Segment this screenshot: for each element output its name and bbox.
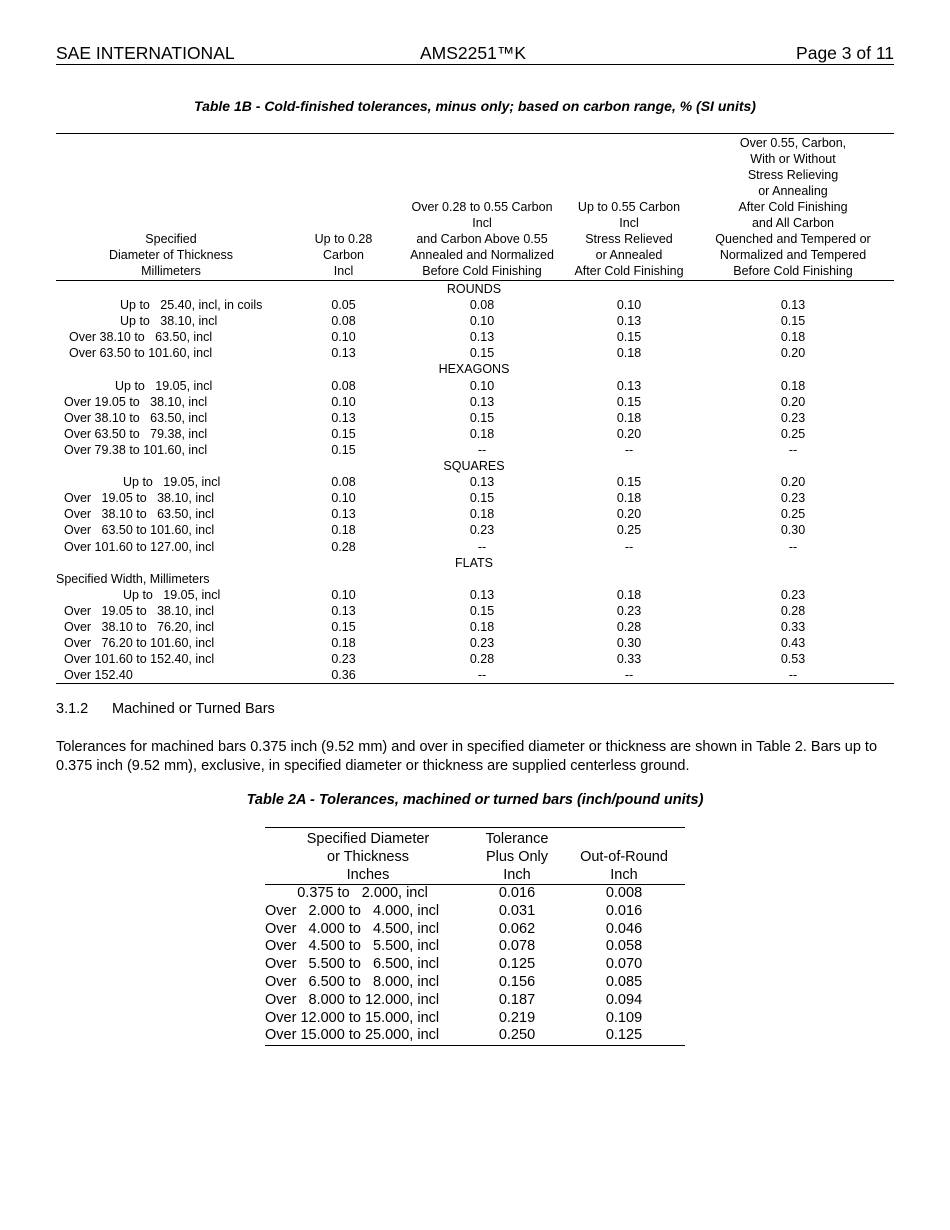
table-row: [56, 297, 894, 313]
section-title: Machined or Turned Bars: [112, 701, 275, 717]
row-label: Over 19.05 to 38.10, incl: [64, 394, 208, 409]
cell-value: 0.13: [616, 314, 642, 329]
group-heading: [56, 281, 894, 297]
cell-value: 0.25: [780, 507, 806, 522]
cell-value: 0.031: [498, 902, 536, 919]
cell-value: 0.10: [616, 298, 642, 313]
table-row: [56, 619, 894, 635]
cell-value: 0.20: [616, 426, 642, 441]
cell-value: 0.219: [498, 1009, 536, 1026]
table-row: [265, 921, 685, 939]
cell-value: 0.18: [469, 426, 495, 441]
header-up-to-028-carbon: Up to 0.28 Carbon Incl: [314, 232, 373, 278]
cell-value: 0.33: [780, 619, 806, 634]
cell-value: 0.008: [605, 885, 643, 901]
table-row: [265, 885, 685, 903]
table-row: [56, 442, 894, 458]
cell-value: 0.18: [616, 491, 642, 506]
table-row: [56, 506, 894, 522]
table-row: [56, 426, 894, 442]
cell-value: 0.36: [331, 668, 356, 683]
cell-value: 0.28: [780, 603, 806, 618]
row-label: Over 2.000 to 4.000, incl: [265, 902, 440, 919]
page-header: [56, 43, 894, 65]
table-row: [265, 974, 685, 992]
cell-value: 0.23: [780, 491, 806, 506]
cell-value: 0.13: [331, 603, 356, 618]
table-row: [56, 378, 894, 394]
cell-value: 0.13: [331, 507, 356, 522]
cell-value: 0.10: [469, 314, 495, 329]
cell-value: 0.046: [605, 920, 643, 937]
cell-value: --: [624, 668, 634, 683]
header-over-055-carbon: Over 0.55, Carbon, With or Without Stress Relieving or Annealing After Cold Finishing and All Carbon Quenched and Tempered or Normalized and Tempered Before Cold Finishing: [715, 136, 871, 278]
row-label: Over 4.500 to 5.500, incl: [265, 938, 440, 955]
cell-value: 0.18: [616, 587, 642, 602]
cell-value: 0.18: [780, 330, 806, 345]
cell-value: 0.10: [331, 394, 356, 409]
table-1b-header: [56, 134, 894, 281]
table-row: [56, 539, 894, 555]
document-number: AMS2251™K: [420, 43, 527, 63]
cell-value: 0.28: [469, 652, 495, 667]
row-label: Up to 25.40, incl, in coils: [120, 298, 263, 313]
cell-value: --: [624, 442, 634, 457]
cell-value: --: [788, 442, 798, 457]
table-row: [56, 603, 894, 619]
group-heading-text: FLATS: [455, 555, 493, 570]
cell-value: 0.18: [331, 523, 356, 538]
cell-value: 0.250: [498, 1027, 536, 1044]
cell-value: 0.53: [780, 652, 806, 667]
cell-value: 0.05: [331, 298, 356, 313]
cell-value: 0.18: [469, 507, 495, 522]
cell-value: 0.15: [469, 491, 495, 506]
group-heading: [56, 361, 894, 377]
org-name: SAE INTERNATIONAL: [56, 43, 235, 63]
cell-value: 0.30: [616, 636, 642, 651]
cell-value: 0.125: [498, 956, 536, 973]
cell-value: 0.10: [331, 330, 356, 345]
row-label: Up to 38.10, incl: [120, 314, 218, 329]
cell-value: 0.13: [469, 587, 495, 602]
group-heading: [56, 555, 894, 571]
row-label: Over 63.50 to 101.60, incl: [64, 523, 215, 538]
header-tolerance-plus-only: Tolerance Plus Only Inch: [485, 831, 549, 883]
cell-value: 0.13: [616, 378, 642, 393]
row-label: Up to 19.05, incl: [115, 378, 213, 393]
table-row: [56, 635, 894, 651]
page-number: Page 3 of 11: [796, 43, 894, 63]
cell-value: 0.08: [331, 475, 356, 490]
cell-value: 0.13: [780, 298, 806, 313]
cell-value: 0.18: [331, 636, 356, 651]
table-row: [56, 410, 894, 426]
cell-value: 0.13: [331, 346, 356, 361]
cell-value: 0.078: [498, 938, 536, 955]
row-label: Over 4.000 to 4.500, incl: [265, 920, 440, 937]
row-label: Over 38.10 to 76.20, incl: [64, 619, 215, 634]
table-row: [265, 956, 685, 974]
section-paragraph: Tolerances for machined bars 0.375 inch (9.52 mm) and over in specified diameter or thickness are shown in Table 2. Bars up to 0.375 inch (9.52 mm), exclusive, in specified diameter or thickness are supplied centerless ground.: [56, 739, 878, 774]
table-row: [265, 1010, 685, 1028]
row-label: Over 79.38 to 101.60, incl: [64, 442, 208, 457]
group-heading: [56, 458, 894, 474]
cell-value: 0.156: [498, 973, 536, 990]
cell-value: --: [477, 442, 487, 457]
cell-value: 0.016: [498, 885, 536, 901]
cell-value: 0.062: [498, 920, 536, 937]
row-label: Over 63.50 to 101.60, incl: [69, 346, 213, 361]
row-label: Over 19.05 to 38.10, incl: [64, 491, 215, 506]
cell-value: 0.15: [469, 410, 495, 425]
cell-value: 0.15: [616, 330, 642, 345]
table-1b-caption: Table 1B - Cold-finished tolerances, minus only; based on carbon range, % (SI units): [194, 98, 756, 114]
cell-value: 0.23: [469, 636, 495, 651]
cell-value: 0.10: [469, 378, 495, 393]
header-up-to-055-stress-relieved: Up to 0.55 Carbon Incl Stress Relieved or Annealed After Cold Finishing: [574, 200, 684, 278]
cell-value: 0.13: [331, 410, 356, 425]
cell-value: 0.20: [616, 507, 642, 522]
cell-value: 0.10: [331, 491, 356, 506]
header-specified-diameter: Specified Diameter of Thickness Millimeters: [108, 232, 234, 278]
group-heading-text: SQUARES: [443, 459, 505, 474]
cell-value: 0.20: [780, 475, 806, 490]
row-label: Up to 19.05, incl: [123, 587, 221, 602]
cell-value: 0.25: [780, 426, 806, 441]
group-heading-text: HEXAGONS: [438, 362, 510, 377]
table-row: [56, 667, 894, 684]
table-row: [56, 329, 894, 345]
cell-value: 0.23: [469, 523, 495, 538]
cell-value: 0.13: [469, 475, 495, 490]
row-label: Over 5.500 to 6.500, incl: [265, 956, 440, 973]
header-out-of-round: Out-of-Round Inch: [580, 849, 668, 883]
group-subheading-text: Specified Width, Millimeters: [56, 571, 210, 586]
cell-value: 0.016: [605, 902, 643, 919]
group-subheading: [56, 571, 894, 587]
table-row: [56, 313, 894, 329]
table-2a-caption: Table 2A - Tolerances, machined or turned bars (inch/pound units): [246, 792, 704, 808]
cell-value: --: [477, 668, 487, 683]
table-row: [56, 345, 894, 361]
cell-value: --: [624, 539, 634, 554]
cell-value: 0.187: [498, 991, 536, 1008]
header-over-028-to-055-carbon: Over 0.28 to 0.55 Carbon Incl and Carbon Above 0.55 Annealed and Normalized Before Cold Finishing: [410, 200, 554, 278]
row-label: Over 38.10 to 63.50, incl: [64, 410, 208, 425]
table-2a-body: [265, 885, 685, 1046]
cell-value: 0.23: [616, 603, 642, 618]
header-specified-diameter-inches: Specified Diameter or Thickness Inches: [306, 831, 430, 883]
cell-value: 0.10: [331, 587, 356, 602]
cell-value: 0.15: [616, 394, 642, 409]
table-row: [265, 1027, 685, 1046]
table-row: [56, 394, 894, 410]
row-label: Over 101.60 to 152.40, incl: [64, 652, 215, 667]
table-row: [265, 938, 685, 956]
row-label: Over 38.10 to 63.50, incl: [69, 330, 213, 345]
cell-value: 0.23: [780, 587, 806, 602]
cell-value: --: [788, 539, 798, 554]
cell-value: 0.08: [331, 378, 356, 393]
cell-value: 0.13: [469, 394, 495, 409]
cell-value: 0.13: [469, 330, 495, 345]
cell-value: 0.25: [616, 523, 642, 538]
cell-value: 0.18: [616, 410, 642, 425]
cell-value: 0.15: [469, 603, 495, 618]
cell-value: 0.058: [605, 938, 643, 955]
cell-value: 0.20: [780, 394, 806, 409]
cell-value: 0.15: [331, 442, 356, 457]
cell-value: 0.18: [616, 346, 642, 361]
table-1b-body: [56, 281, 894, 684]
cell-value: 0.23: [331, 652, 356, 667]
cell-value: 0.08: [331, 314, 356, 329]
cell-value: 0.18: [469, 619, 495, 634]
row-label: Over 63.50 to 79.38, incl: [64, 426, 208, 441]
cell-value: --: [788, 668, 798, 683]
cell-value: 0.43: [780, 636, 806, 651]
cell-value: --: [477, 539, 487, 554]
section-number: 3.1.2: [56, 701, 89, 717]
row-label: Over 12.000 to 15.000, incl: [265, 1009, 440, 1026]
cell-value: 0.30: [780, 523, 806, 538]
row-label: Over 38.10 to 63.50, incl: [64, 507, 215, 522]
row-label: Over 19.05 to 38.10, incl: [64, 603, 215, 618]
table-row: [56, 651, 894, 667]
cell-value: 0.125: [605, 1027, 643, 1044]
table-row: [56, 474, 894, 490]
cell-value: 0.33: [616, 652, 642, 667]
row-label: Over 101.60 to 127.00, incl: [64, 539, 215, 554]
group-heading-text: ROUNDS: [446, 282, 502, 296]
cell-value: 0.28: [616, 619, 642, 634]
row-label: Over 15.000 to 25.000, incl: [265, 1027, 440, 1044]
table-row: [56, 490, 894, 506]
row-label: Up to 19.05, incl: [123, 475, 221, 490]
cell-value: 0.15: [331, 619, 356, 634]
cell-value: 0.094: [605, 991, 643, 1008]
cell-value: 0.070: [605, 956, 643, 973]
cell-value: 0.109: [605, 1009, 643, 1026]
cell-value: 0.15: [616, 475, 642, 490]
cell-value: 0.15: [780, 314, 806, 329]
table-row: [56, 522, 894, 538]
table-2a: [265, 827, 685, 1046]
row-label: Over 152.40: [64, 668, 133, 683]
cell-value: 0.08: [469, 298, 495, 313]
table-row: [265, 992, 685, 1010]
row-label: Over 76.20 to 101.60, incl: [64, 636, 215, 651]
cell-value: 0.15: [331, 426, 356, 441]
cell-value: 0.15: [469, 346, 495, 361]
row-label: 0.375 to 2.000, incl: [265, 885, 428, 901]
cell-value: 0.23: [780, 410, 806, 425]
cell-value: 0.18: [780, 378, 806, 393]
row-label: Over 6.500 to 8.000, incl: [265, 973, 440, 990]
table-row: [265, 903, 685, 921]
cell-value: 0.28: [331, 539, 356, 554]
table-2a-header: [265, 827, 685, 885]
table-row: [56, 587, 894, 603]
cell-value: 0.085: [605, 973, 643, 990]
table-1b: [56, 133, 894, 684]
row-label: Over 8.000 to 12.000, incl: [265, 991, 440, 1008]
cell-value: 0.20: [780, 346, 806, 361]
section-heading: [56, 701, 275, 717]
